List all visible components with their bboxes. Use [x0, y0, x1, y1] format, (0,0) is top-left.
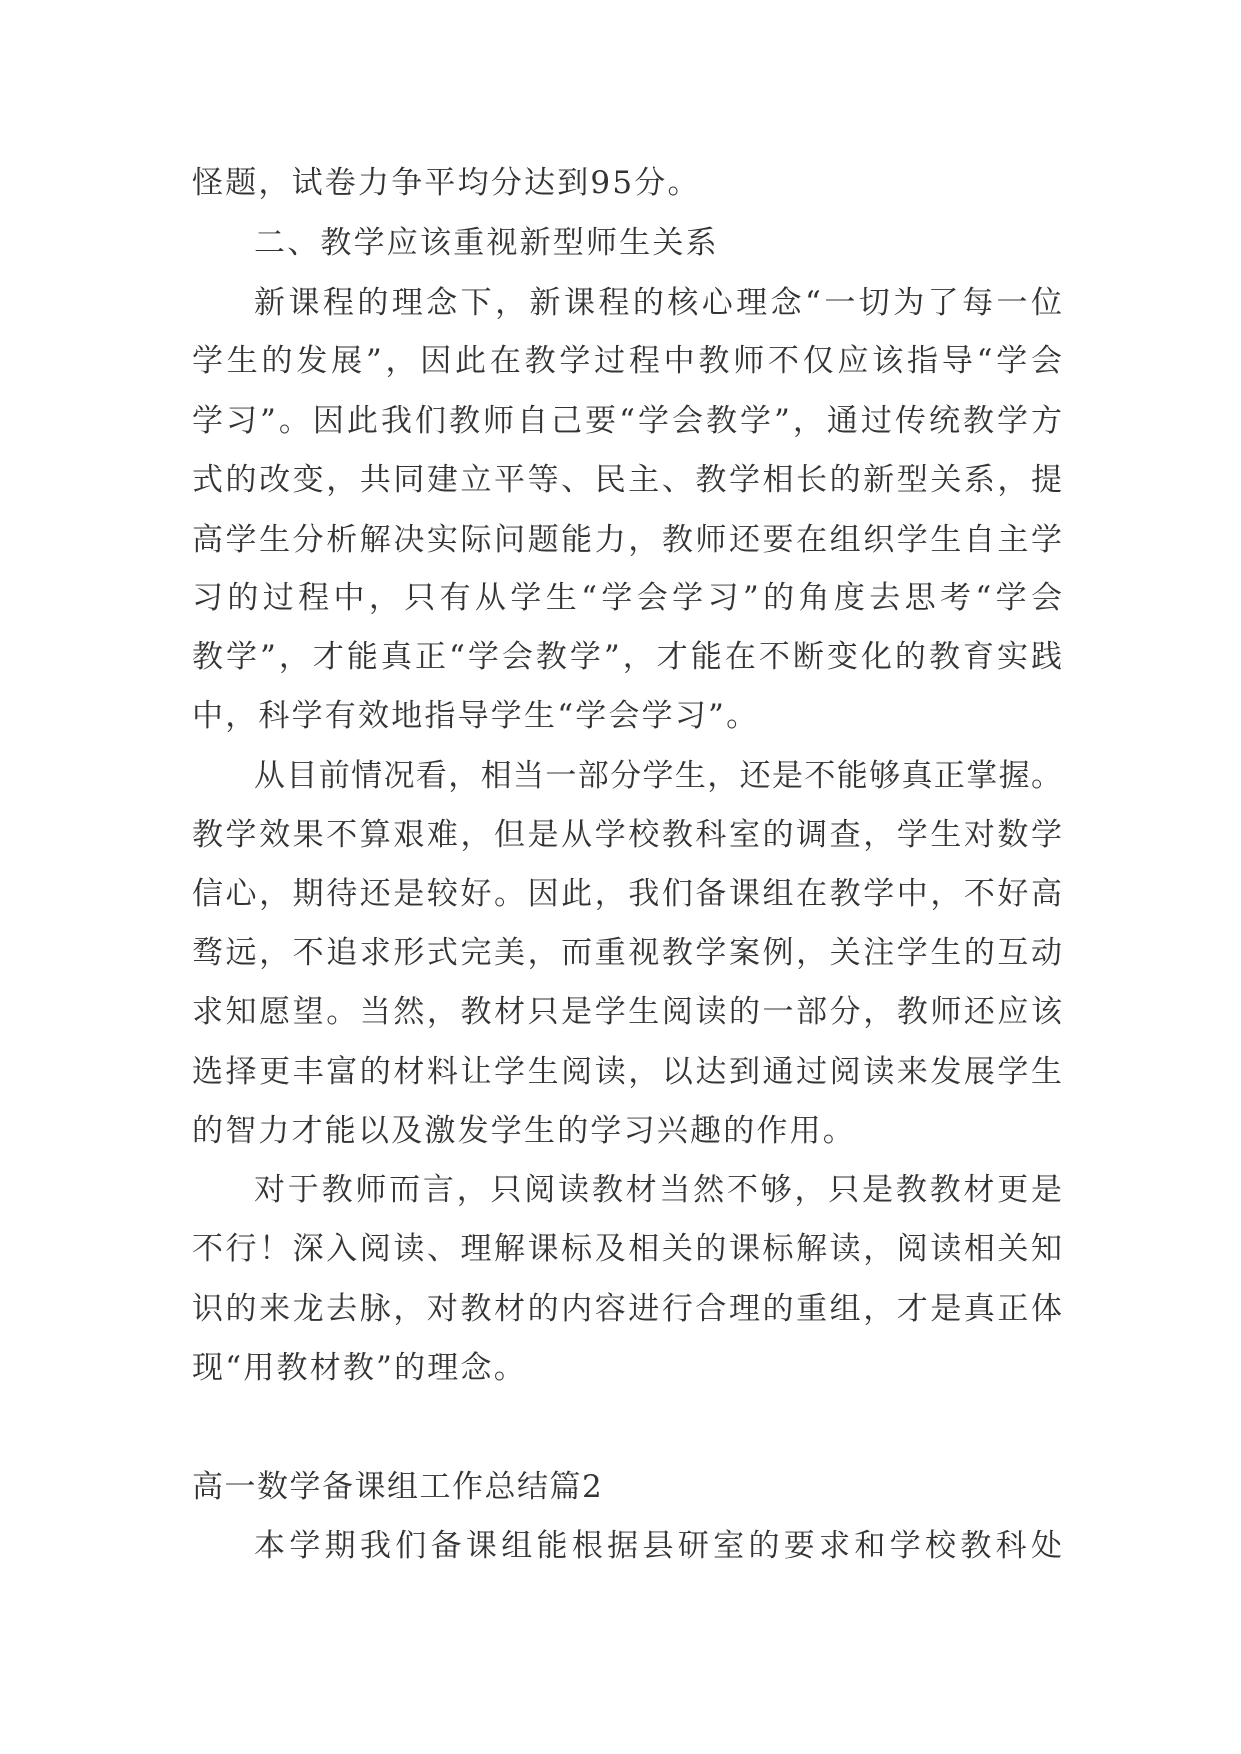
- article-title: 高一数学备课组工作总结篇2: [192, 1469, 604, 1505]
- text-line-10: 中，科学有效地指导学生“学会学习”。: [192, 698, 760, 734]
- text-line-19: 不行！深入阅读、理解课标及相关的课标解读，阅读相关知: [192, 1231, 1062, 1267]
- text-line-13: 信心，期待还是较好。因此，我们备课组在教学中，不好高: [192, 876, 1062, 912]
- text-line-17: 的智力才能以及激发学生的学习兴趣的作用。: [192, 1113, 856, 1149]
- text-line-23: 本学期我们备课组能根据县研室的要求和学校教科处: [254, 1528, 1062, 1564]
- text-line-7: 高学生分析解决实际问题能力，教师还要在组织学生自主学: [192, 522, 1062, 558]
- text-line-20: 识的来龙去脉，对教材的内容进行合理的重组，才是真正体: [192, 1291, 1062, 1327]
- text-line-18: 对于教师而言，只阅读教材当然不够，只是教教材更是: [254, 1172, 1062, 1208]
- text-line-1: 怪题，试卷力争平均分达到95分。: [192, 165, 701, 201]
- text-line-12: 教学效果不算艰难，但是从学校教科室的调查，学生对数学: [192, 817, 1062, 853]
- text-line-5: 学习”。因此我们教师自己要“学会教学”，通过传统教学方: [192, 403, 1062, 439]
- text-line-11: 从目前情况看，相当一部分学生，还是不能够真正掌握。: [254, 758, 1062, 794]
- text-line-3: 新课程的理念下，新课程的核心理念“一切为了每一位: [254, 285, 1062, 321]
- text-line-15: 求知愿望。当然，教材只是学生阅读的一部分，教师还应该: [192, 994, 1062, 1030]
- text-line-16: 选择更丰富的材料让学生阅读，以达到通过阅读来发展学生: [192, 1054, 1062, 1090]
- text-line-4: 学生的发展”，因此在教学过程中教师不仅应该指导“学会: [192, 343, 1062, 379]
- text-line-21: 现“用教材教”的理念。: [192, 1350, 527, 1386]
- section-heading: 二、教学应该重视新型师生关系: [254, 225, 719, 261]
- text-line-9: 教学”，才能真正“学会教学”，才能在不断变化的教育实践: [192, 639, 1062, 675]
- text-line-8: 习的过程中，只有从学生“学会学习”的角度去思考“学会: [192, 580, 1062, 616]
- text-line-6: 式的改变，共同建立平等、民主、教学相长的新型关系，提: [192, 462, 1062, 498]
- text-line-14: 骛远，不追求形式完美，而重视教学案例，关注学生的互动: [192, 935, 1062, 971]
